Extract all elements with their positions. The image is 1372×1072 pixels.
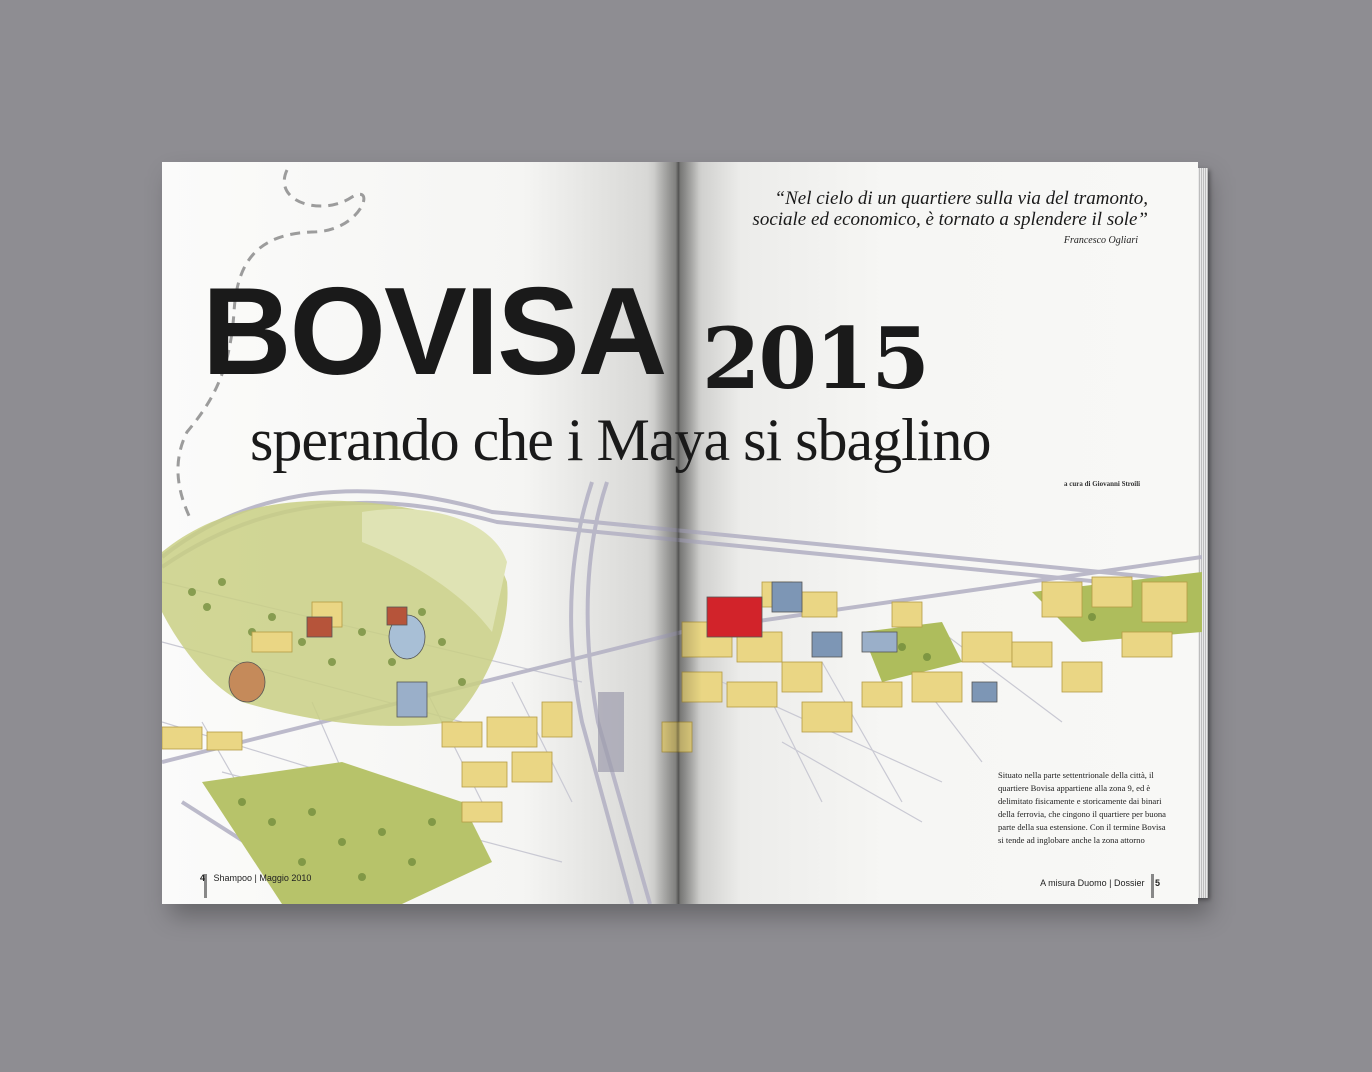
quote-author: Francesco Ogliari	[1063, 235, 1138, 246]
pull-quote	[718, 188, 1148, 230]
footer-bar-right	[1151, 874, 1154, 898]
quote-line-2: sociale ed economico, è tornato a splendere il sole”	[752, 209, 1148, 230]
byline: a cura di Giovanni Stroili	[1064, 480, 1141, 488]
page-number-left: 4	[200, 873, 206, 883]
page-number-right: 5	[1154, 878, 1160, 888]
footer-left-text: Shampoo | Maggio 2010	[213, 873, 312, 883]
footer-right-text: A misura Duomo | Dossier	[1040, 878, 1145, 888]
footer-right	[1040, 878, 1160, 888]
headline-main: BOVISA	[202, 263, 666, 401]
headline-year: 2015	[702, 309, 928, 408]
station-building	[598, 692, 624, 772]
body-text: Situato nella parte settentrionale della città, il quartiere Bovisa appartiene alla zona 9, ed è delimitato fisicamente e storicamente dai binari della ferrovia, che cingono il quartiere per buona parte della sua estensione. Con il termine Bovisa si tende ad inglobare anche la zona attorno	[998, 770, 1166, 845]
headline-subtitle: sperando che i Maya si sbaglino	[250, 407, 991, 473]
footer-left	[200, 873, 311, 883]
quote-line-1: “Nel cielo di un quartiere sulla via del tramonto,	[774, 188, 1148, 209]
magazine-spread	[162, 162, 1202, 904]
